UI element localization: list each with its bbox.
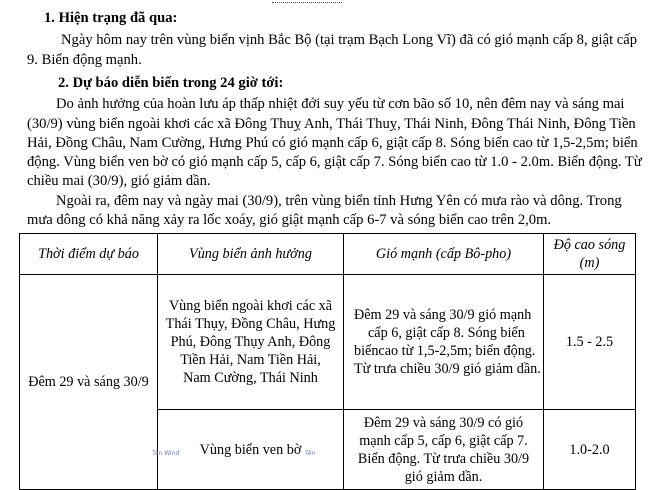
header-area: Vùng biển ảnh hưởng [158, 234, 344, 275]
header-wave: Độ cao sóng (m) [544, 234, 636, 275]
footer-mark-left: Tên Wind [152, 450, 180, 457]
time-cell: Đêm 29 và sáng 30/9 [20, 275, 158, 490]
section2-para1-line4: động. Vùng biển ven bờ có gió mạnh cấp 5, cấp 6, giật cấp 7. Sóng biển cao từ 1.0 - 2.0m. Biển động. Từ [27, 154, 642, 170]
wind-cell: Đêm 29 và sáng 30/9 gió mạnh cấp 6, giật cấp 8. Sóng biển biểncao từ 1,5-2,5m; biển động. Từ trưa chiều 30/9 gió giảm dần. [344, 275, 544, 410]
area-cell: Vùng biển ngoài khơi các xã Thái Thụy, Đồng Châu, Hưng Phú, Đông Thụy Anh, Đông Tiền Hải, Nam Tiền Hải, Nam Cường, Thái Ninh [158, 275, 344, 410]
section2-para1-line5: chiều mai (30/9), gió giảm dần. [27, 173, 211, 189]
section2-para1-line3: Hải, Đồng Châu, Nam Cường, Hưng Phú có gió mạnh cấp 6, giật cấp 8. Sóng biển cao từ 1,5-2,5m; biển [27, 135, 638, 151]
section1-line2: 9. Biển động mạnh. [27, 52, 142, 68]
wind-cell: Đêm 29 và sáng 30/9 có gió mạnh cấp 5, cấp 6, giật cấp 7. Biển động. Từ trưa chiều 30/9 gió giảm dần. [344, 410, 544, 490]
forecast-table [19, 233, 636, 490]
section2-para2-line2: mưa dông có khả năng xảy ra lốc xoáy, gió giật mạnh cấp 6-7 và sóng biển cao trên 2,0m. [27, 212, 552, 228]
section1-heading: 1. Hiện trạng đã qua: [44, 10, 178, 26]
wave-cell: 1.5 - 2.5 [544, 275, 636, 410]
header-wind: Gió mạnh (cấp Bô-pho) [344, 234, 544, 275]
table-row [20, 275, 636, 410]
wave-cell: 1.0-2.0 [544, 410, 636, 490]
section2-para2-line1: Ngoài ra, đêm nay và ngày mai (30/9), trên vùng biển tỉnh Hưng Yên có mưa rào và dông. Trong [56, 193, 622, 209]
section2-heading: 2. Dự báo diễn biến trong 24 giờ tới: [58, 75, 284, 91]
section2-para1-line1: Do ảnh hưởng của hoàn lưu áp thấp nhiệt đới suy yếu từ cơn bão số 10, nên đêm nay và sáng mai [56, 96, 625, 112]
section2-para1-line2: (30/9) vùng biển ngoài khơi các xã Đông Thuỵ Anh, Thái Thuỵ, Thái Ninh, Đông Thái Ninh, Đông Tiền [27, 116, 636, 132]
footer-mark-right: Tên [305, 450, 316, 457]
top-page-mark [272, 0, 342, 3]
header-time: Thời điểm dự báo [20, 234, 158, 275]
table-header-row [20, 234, 636, 275]
area-cell: Vùng biển ven bờ [158, 410, 344, 490]
section1-line1: Ngày hôm nay trên vùng biển vịnh Bắc Bộ (tại trạm Bạch Long Vĩ) đã có gió mạnh cấp 8, giật cấp [61, 32, 638, 48]
